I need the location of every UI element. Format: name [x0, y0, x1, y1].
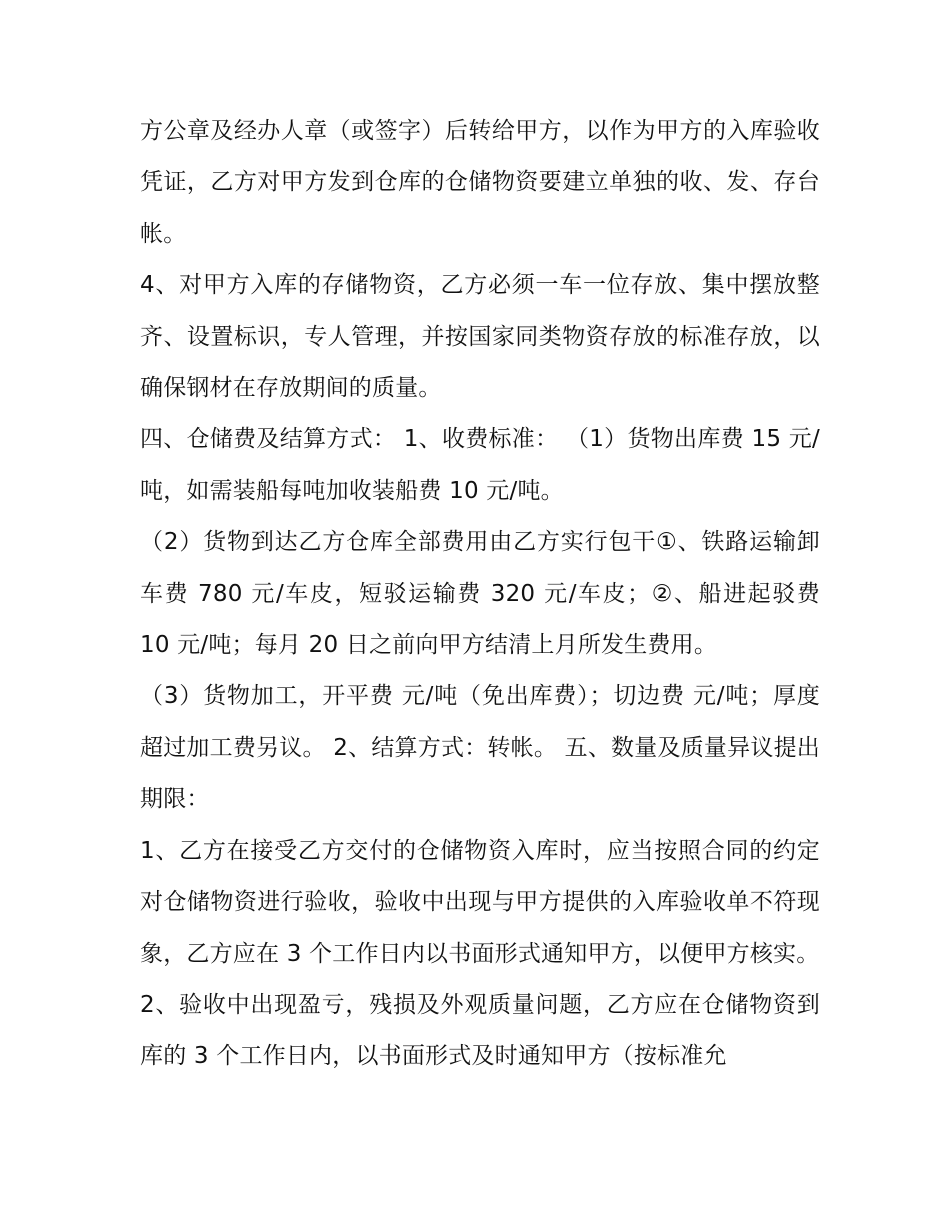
paragraph-7: 2、验收中出现盈亏，残损及外观质量问题，乙方应在仓储物资到库的 3 个工作日内，以书面形式及时通知甲方（按标准允	[140, 991, 820, 1070]
paragraph-6: 1、乙方在接受乙方交付的仓储物资入库时，应当按照合同的约定对仓储物资进行验收，验收中出现与甲方提供的入库验收单不符现象，乙方应在 3 个工作日内以书面形式通知甲方，以便甲方核实。	[140, 837, 820, 967]
paragraph-1: 方公章及经办人章（或签字）后转给甲方，以作为甲方的入库验收凭证，乙方对甲方发到仓库的仓储物资要建立单独的收、发、存台帐。	[140, 118, 820, 247]
paragraph-2: 4、对甲方入库的存储物资，乙方必须一车一位存放、集中摆放整齐、设置标识，专人管理，并按国家同类物资存放的标准存放，以确保钢材在存放期间的质量。	[140, 272, 820, 402]
paragraph-3: 四、仓储费及结算方式： 1、收费标准： （1）货物出库费 15 元/吨，如需装船每吨加收装船费 10 元/吨。	[140, 426, 820, 504]
paragraph-5: （3）货物加工，开平费 元/吨（免出库费）；切边费 元/吨；厚度超过加工费另议。 2、结算方式：转帐。 五、数量及质量异议提出期限：	[140, 683, 820, 813]
document-body	[140, 106, 828, 1083]
paragraph-4: （2）货物到达乙方仓库全部费用由乙方实行包干①、铁路运输卸车费 780 元/车皮，短驳运输费 320 元/车皮；②、船进起驳费 10 元/吨；每月 20 日之前向甲方结清上月所发生费用。	[140, 529, 828, 659]
